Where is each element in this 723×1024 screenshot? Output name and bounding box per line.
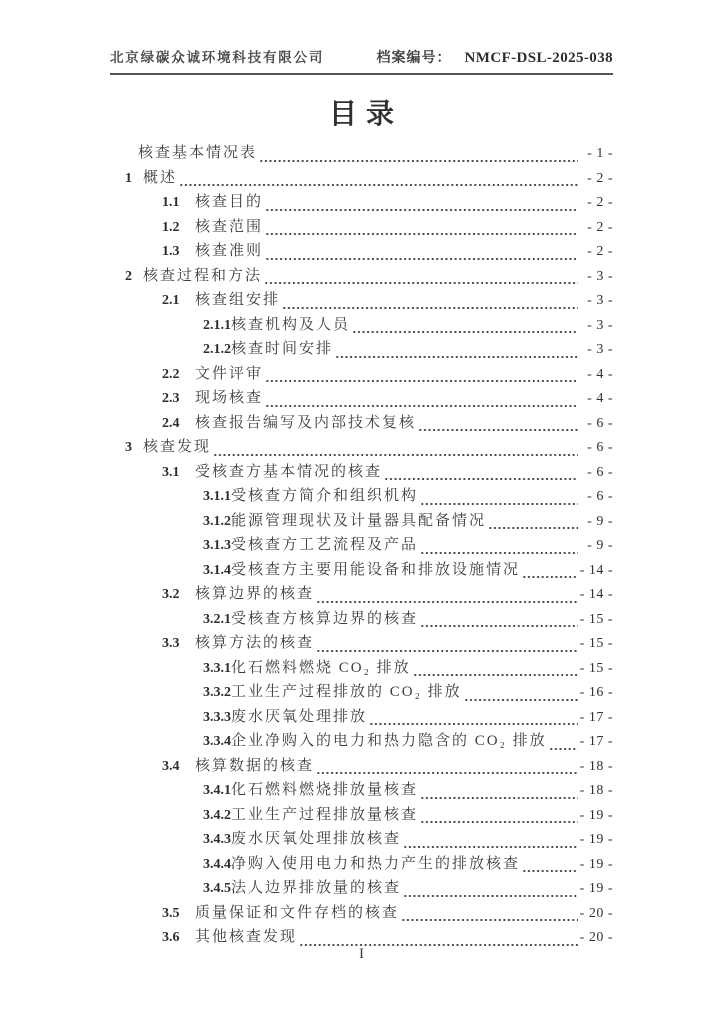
toc-leader-dots	[369, 719, 578, 726]
toc-entry-title: 废水厌氧处理排放	[231, 708, 368, 725]
toc-entry-page: - 17 -	[579, 734, 613, 749]
toc-entry-title: 法人边界排放量的核查	[231, 880, 402, 896]
toc-entry-number: 3.4	[162, 758, 180, 774]
toc-entry-page: - 3 -	[587, 317, 613, 333]
toc-entry	[110, 141, 613, 166]
toc-entry-page: - 14 -	[579, 587, 613, 602]
toc-leader-dots	[316, 597, 578, 604]
toc-leader-dots	[420, 621, 578, 628]
toc-entry	[110, 166, 613, 191]
toc-entry	[110, 215, 613, 240]
toc-entry-title: 核查过程和方法	[143, 267, 263, 284]
archive-number	[377, 47, 613, 67]
toc-leader-dots	[259, 156, 578, 163]
toc-leader-dots	[488, 523, 578, 530]
toc-entry	[110, 729, 613, 754]
toc-entry-title: 核查范围	[195, 218, 264, 235]
toc-entry-title: 净购入使用电力和热力产生的排放核查	[231, 855, 521, 872]
toc-entry	[110, 239, 613, 264]
toc-entry-number: 3.1	[162, 464, 180, 480]
toc-entry-title: 其他核查发现	[195, 929, 298, 945]
toc-entry-number: 3.3.4	[203, 734, 231, 749]
toc-leader-dots	[420, 793, 578, 800]
toc-entry-title: 工业生产过程排放量核查	[231, 806, 419, 823]
toc-entry-title: 核查准则	[195, 243, 264, 259]
toc-entry-number: 1.3	[162, 244, 180, 259]
toc-entry-number: 1.1	[162, 195, 180, 210]
archive-number-code: NMCF-DSL-2025-038	[464, 50, 613, 66]
toc-entry-page: - 15 -	[579, 660, 613, 676]
toc-entry-title: 化石燃料燃烧 CO₂ 排放	[231, 659, 411, 676]
toc-entry	[110, 337, 613, 362]
toc-entry	[110, 288, 613, 313]
toc-leader-dots	[265, 376, 578, 383]
toc-entry-page: - 16 -	[579, 685, 613, 700]
toc-entry-title: 能源管理现状及计量器具配备情况	[231, 512, 487, 529]
toc-entry	[110, 754, 613, 779]
toc-entry-title: 概述	[143, 169, 178, 186]
toc-entry	[110, 509, 613, 534]
toc-entry-number: 2.2	[162, 366, 180, 382]
toc-entry-number: 3.5	[162, 905, 180, 921]
toc-entry	[110, 435, 613, 460]
toc-entry-page: - 3 -	[587, 293, 613, 308]
toc-entry	[110, 386, 613, 411]
toc-entry-page: - 6 -	[587, 440, 613, 455]
toc-entry-number: 3.3.2	[203, 685, 231, 700]
toc-entry-title: 废水厌氧处理排放核查	[231, 831, 402, 847]
toc-entry	[110, 558, 613, 583]
toc-entry-number: 2.4	[162, 415, 180, 431]
toc-entry-title: 受核查方工艺流程及产品	[231, 537, 419, 553]
toc-entry-number: 3	[125, 440, 132, 455]
toc-leader-dots	[179, 180, 578, 187]
toc-entry	[110, 705, 613, 730]
toc-leader-dots	[420, 499, 578, 506]
company-name: 北京绿碳众诚环境科技有限公司	[110, 50, 325, 65]
toc-entry-page: - 6 -	[587, 415, 613, 431]
toc-entry	[110, 484, 613, 509]
toc-entry-number: 3.1.2	[203, 513, 231, 529]
toc-entry-number: 3.4.3	[203, 832, 231, 847]
toc-entry-page: - 20 -	[579, 905, 613, 921]
toc-entry-title: 现场核查	[195, 390, 264, 406]
toc-leader-dots	[413, 670, 578, 677]
toc-entry-number: 3.1.1	[203, 489, 231, 504]
archive-number-label: 档案编号：	[376, 51, 452, 66]
toc-leader-dots	[403, 891, 578, 898]
toc-entry-number: 3.4.5	[203, 881, 231, 896]
toc-entry-title: 工业生产过程排放的 CO₂ 排放	[231, 684, 462, 700]
toc-leader-dots	[282, 303, 578, 310]
toc-entry-title: 核查机构及人员	[231, 316, 351, 333]
toc-entry-page: - 1 -	[587, 146, 613, 161]
toc-leader-dots	[265, 254, 578, 261]
toc-entry-number: 3.2.1	[203, 611, 231, 627]
toc-entry-title: 核查目的	[195, 194, 264, 210]
toc-entry	[110, 607, 613, 632]
toc-entry-page: - 9 -	[587, 513, 613, 529]
toc-entry-page: - 4 -	[587, 391, 613, 406]
toc-entry-number: 3.1.4	[203, 562, 231, 578]
toc-leader-dots	[418, 425, 578, 432]
toc-entry-number: 3.4.2	[203, 807, 231, 823]
toc-leader-dots	[265, 205, 578, 212]
toc-entry-number: 1	[125, 170, 132, 186]
toc-entry	[110, 190, 613, 215]
toc-entry	[110, 876, 613, 901]
toc-entry-number: 3.2	[162, 587, 180, 602]
toc-leader-dots	[522, 572, 578, 579]
toc-entry-number: 2.1.2	[203, 342, 231, 357]
toc-leader-dots	[316, 768, 578, 775]
toc-entry-title: 文件评审	[195, 365, 264, 382]
toc-entry-number: 2.1	[162, 293, 180, 308]
toc-entry-number: 3.3.1	[203, 660, 231, 676]
toc-entry-title: 核查发现	[143, 439, 212, 455]
footer-page-number: I	[359, 946, 364, 962]
page-header	[110, 46, 613, 75]
toc-entry	[110, 362, 613, 387]
toc-title: 目录	[328, 99, 403, 130]
toc-entry-title: 受核查方核算边界的核查	[231, 610, 419, 627]
toc-leader-dots	[420, 817, 578, 824]
toc-leader-dots	[420, 548, 578, 555]
toc-entry-page: - 3 -	[587, 268, 613, 284]
toc-entry	[110, 533, 613, 558]
toc-entry-title: 核算方法的核查	[195, 635, 315, 651]
toc-entry-title: 核查时间安排	[231, 341, 334, 357]
toc-entry-title: 受核查方主要用能设备和排放设施情况	[231, 561, 521, 578]
toc-entry-page: - 17 -	[579, 709, 613, 725]
toc-entry-title: 质量保证和文件存档的核查	[195, 904, 400, 921]
toc-entry-number: 3.3.3	[203, 709, 231, 725]
toc-entry	[110, 582, 613, 607]
toc-entry-page: - 2 -	[587, 219, 613, 235]
toc-entry-number: 2.3	[162, 391, 180, 406]
toc-entry-page: - 19 -	[579, 856, 613, 872]
toc-entry	[110, 901, 613, 926]
toc-entry	[110, 264, 613, 289]
toc-entry-page: - 18 -	[579, 758, 613, 774]
toc-entry-number: 3.4.1	[203, 783, 231, 798]
toc-entry	[110, 460, 613, 485]
toc-leader-dots	[464, 695, 578, 702]
toc-entry-number: 3.4.4	[203, 856, 231, 872]
toc-entry-number: 1.2	[162, 219, 180, 235]
toc-leader-dots	[403, 842, 578, 849]
toc-entry-title: 核算边界的核查	[195, 586, 315, 602]
toc-entry-page: - 18 -	[579, 783, 613, 798]
toc-entry-number: 2.1.1	[203, 317, 231, 333]
toc-entry-title: 受核查方简介和组织机构	[231, 488, 419, 504]
toc-entry-page: - 9 -	[587, 538, 613, 553]
toc-entry-title: 核查报告编写及内部技术复核	[195, 414, 417, 431]
toc-entry-page: - 6 -	[587, 489, 613, 504]
toc-entry	[110, 803, 613, 828]
toc-entry	[110, 680, 613, 705]
toc-entry-title: 企业净购入的电力和热力隐含的 CO₂ 排放	[231, 733, 547, 749]
toc-leader-dots	[401, 915, 578, 922]
toc-entry-page: - 4 -	[587, 366, 613, 382]
toc-entry-page: - 14 -	[579, 562, 613, 578]
toc-entry-page: - 3 -	[587, 342, 613, 357]
toc-leader-dots	[352, 327, 578, 334]
toc-entry	[110, 852, 613, 877]
table-of-contents	[110, 141, 613, 950]
toc-leader-dots	[265, 229, 578, 236]
toc-entry-number: 3.3	[162, 636, 180, 651]
toc-entry-page: - 19 -	[579, 832, 613, 847]
toc-entry	[110, 313, 613, 338]
toc-leader-dots	[213, 450, 578, 457]
toc-entry-number: 2	[125, 268, 132, 284]
toc-leader-dots	[335, 352, 578, 359]
toc-entry-page: - 2 -	[587, 170, 613, 186]
toc-leader-dots	[265, 401, 578, 408]
toc-entry	[110, 411, 613, 436]
toc-entry	[110, 827, 613, 852]
toc-leader-dots	[549, 744, 578, 751]
toc-entry-number: 3.6	[162, 930, 180, 945]
toc-entry-page: - 19 -	[579, 807, 613, 823]
toc-entry-page: - 19 -	[579, 881, 613, 896]
toc-leader-dots	[384, 474, 578, 481]
toc-entry-page: - 2 -	[587, 195, 613, 210]
toc-leader-dots	[522, 866, 578, 873]
toc-entry-number: 3.1.3	[203, 538, 231, 553]
toc-entry-page: - 6 -	[587, 464, 613, 480]
toc-entry-page: - 15 -	[579, 636, 613, 651]
toc-entry-page: - 20 -	[579, 930, 613, 945]
toc-entry-page: - 2 -	[587, 244, 613, 259]
toc-entry	[110, 656, 613, 681]
toc-entry-title: 核算数据的核查	[195, 757, 315, 774]
toc-entry	[110, 778, 613, 803]
toc-leader-dots	[316, 646, 578, 653]
toc-entry-page: - 15 -	[579, 611, 613, 627]
toc-leader-dots	[264, 278, 578, 285]
toc-entry-title: 核查基本情况表	[138, 145, 258, 161]
toc-entry	[110, 631, 613, 656]
toc-entry-title: 核查组安排	[195, 292, 281, 308]
toc-entry-title: 化石燃料燃烧排放量核查	[231, 782, 419, 798]
toc-entry-title: 受核查方基本情况的核查	[195, 463, 383, 480]
